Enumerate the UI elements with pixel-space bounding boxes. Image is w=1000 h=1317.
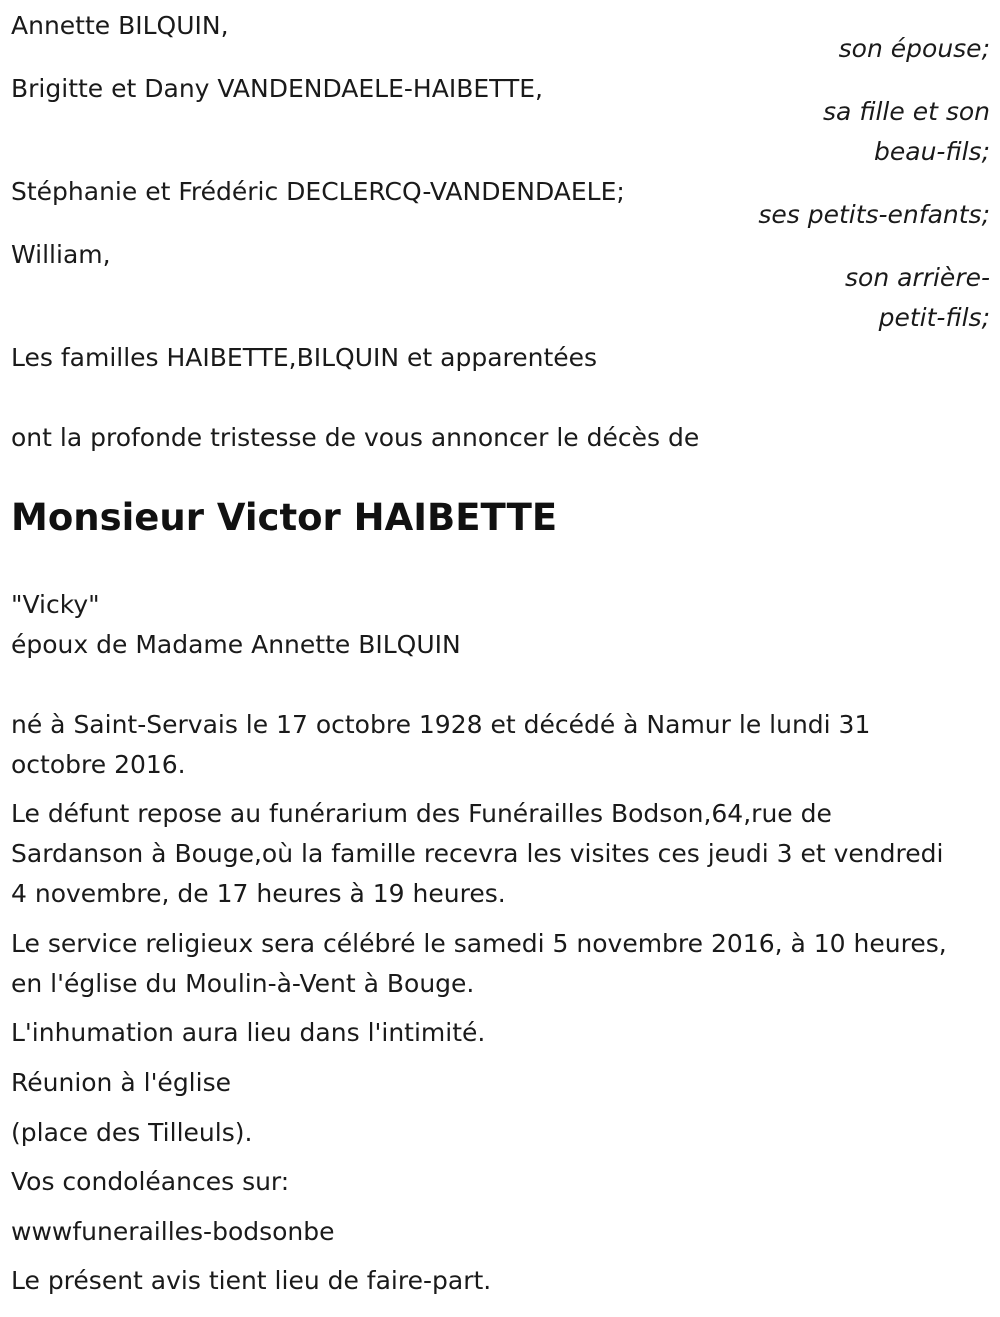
family-name-1: Annette BILQUIN, xyxy=(11,11,229,40)
family-relation-3: ses petits-enfants; xyxy=(758,200,990,229)
families-line: Les familles HAIBETTE,BILQUIN et apparentées xyxy=(11,343,598,372)
condolences-label: Vos condoléances sur: xyxy=(11,1167,290,1196)
family-relation-2a: sa fille et son xyxy=(823,97,990,126)
service-info-line-2: en l'église du Moulin-à-Vent à Bouge. xyxy=(11,969,475,998)
family-name-2: Brigitte et Dany VANDENDAELE-HAIBETTE, xyxy=(11,74,543,103)
rest-info-line-1: Le défunt repose au funérarium des Funérailles Bodson,64,rue de xyxy=(11,799,832,828)
announcement: ont la profonde tristesse de vous annoncer le décès de xyxy=(11,423,700,452)
meeting-line: Réunion à l'église xyxy=(11,1068,231,1097)
family-name-4: William, xyxy=(11,240,111,269)
spouse-line: époux de Madame Annette BILQUIN xyxy=(11,630,461,659)
family-relation-2b: beau-fils; xyxy=(874,137,990,166)
meeting-place: (place des Tilleuls). xyxy=(11,1118,253,1147)
family-name-3: Stéphanie et Frédéric DECLERCQ-VANDENDAELE; xyxy=(11,177,625,206)
family-relation-1: son épouse; xyxy=(838,34,990,63)
website-link[interactable]: wwwfunerailles-bodsonbe xyxy=(11,1217,335,1246)
nickname: "Vicky" xyxy=(11,590,100,619)
burial-line: L'inhumation aura lieu dans l'intimité. xyxy=(11,1018,486,1047)
birth-death-line-1: né à Saint-Servais le 17 octobre 1928 et décédé à Namur le lundi 31 xyxy=(11,710,871,739)
rest-info-line-3: 4 novembre, de 17 heures à 19 heures. xyxy=(11,879,506,908)
family-relation-4b: petit-fils; xyxy=(878,303,990,332)
family-relation-4a: son arrière- xyxy=(845,263,990,292)
rest-info-line-2: Sardanson à Bouge,où la famille recevra les visites ces jeudi 3 et vendredi xyxy=(11,839,944,868)
birth-death-line-2: octobre 2016. xyxy=(11,750,186,779)
service-info-line-1: Le service religieux sera célébré le samedi 5 novembre 2016, à 10 heures, xyxy=(11,929,947,958)
notice-line: Le présent avis tient lieu de faire-part. xyxy=(11,1266,492,1295)
deceased-name: Monsieur Victor HAIBETTE xyxy=(11,496,558,539)
